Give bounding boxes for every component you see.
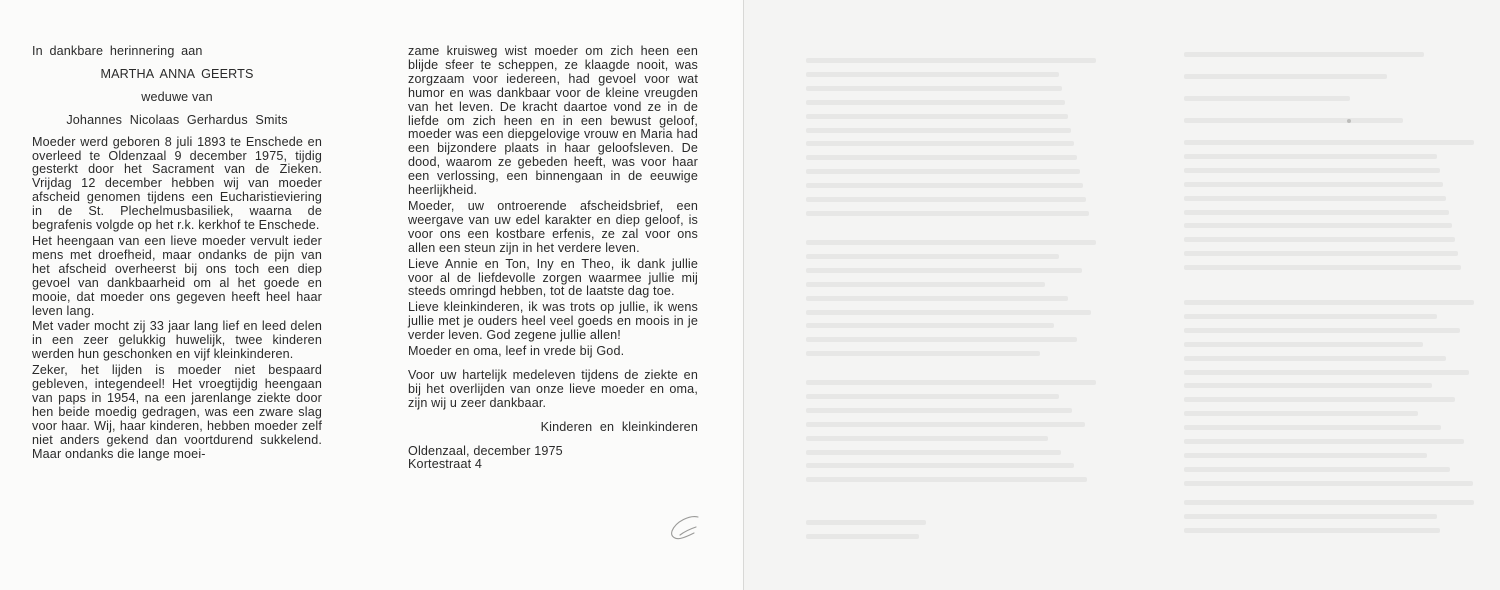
showthrough-line	[1184, 528, 1440, 533]
showthrough-line	[1184, 342, 1423, 347]
showthrough-line	[806, 408, 1072, 413]
speck	[1347, 119, 1351, 123]
pencil-mark-icon	[668, 513, 702, 543]
showthrough-line	[1184, 383, 1432, 388]
showthrough-line	[806, 323, 1054, 328]
paragraph: Zeker, het lijden is moeder niet bespaard gebleven, integendeel! Het vroegtijdig heengaan van paps in 1954, na een jarenlange ziekte door hen beide moedig gedragen, was een zware slag voor haar. Wij, haar kinderen, hebben moeder zelf niet anders gekend dan voortdurend sukkelend. Maar ondanks die lange moei-	[32, 363, 322, 461]
showthrough-line	[1184, 96, 1350, 101]
deceased-name: MARTHA ANNA GEERTS	[100, 66, 254, 81]
showthrough-line	[1184, 118, 1403, 123]
showthrough-line	[1184, 182, 1443, 187]
showthrough-line	[1184, 453, 1427, 458]
showthrough-line	[1184, 467, 1450, 472]
thanks-paragraph: Voor uw hartelijk medeleven tijdens de ziekte en bij het overlijden van onze lieve moeder en oma, zijn wij u zeer dankbaar.	[408, 367, 698, 410]
showthrough-line	[806, 534, 919, 539]
showthrough-line	[806, 337, 1077, 342]
showthrough-line	[1184, 265, 1461, 270]
relation-line: weduwe van	[141, 89, 213, 104]
showthrough-line	[1184, 237, 1455, 242]
showthrough-line	[806, 141, 1074, 146]
showthrough-line	[806, 296, 1068, 301]
showthrough-line	[806, 128, 1071, 133]
card-outer-page-showthrough	[743, 0, 1500, 590]
showthrough-line	[1184, 300, 1474, 305]
showthrough-line	[806, 477, 1087, 482]
showthrough-line	[806, 114, 1068, 119]
showthrough-line	[1184, 314, 1437, 319]
showthrough-line	[806, 197, 1086, 202]
showthrough-line	[806, 183, 1083, 188]
paragraph: zame kruisweg wist moeder om zich heen een blijde sfeer te scheppen, ze klaagde nooit, was zorgzaam voor iedereen, had gevoel voor wat humor en was dankbaar voor de kleine vreugden van het leven. De kracht daartoe vond ze in de liefde om zich heen en in een bewust geloof, moeder was een diepgelovige vrouw en Maria had een bijzondere plaats in haar geloofsleven. De dood, waarom ze gebeden heeft, was voor haar een verlossing, een binnengaan in de eeuwige heerlijkheid.	[408, 44, 698, 198]
showthrough-line	[806, 380, 1096, 385]
paragraph: Het heengaan van een lieve moeder vervult ieder mens met droefheid, maar ondanks de pijn van het afscheid overheerst bij ons toch een diep gevoel van dankbaarheid om al het goede en mooie, dat moeder ons gegeven heeft heel haar leven lang.	[32, 233, 322, 318]
paragraph: Lieve Annie en Ton, Iny en Theo, ik dank jullie voor al de liefdevolle zorgen waarmee jullie mij steeds omringd hebben, tot de laatste dag toe.	[408, 256, 698, 299]
place-date: Oldenzaal, december 1975	[408, 443, 563, 458]
intro-line: In dankbare herinnering aan	[32, 44, 203, 58]
showthrough-line	[806, 351, 1040, 356]
showthrough-line	[1184, 500, 1474, 505]
showthrough-line	[1184, 370, 1469, 375]
showthrough-line	[806, 72, 1059, 77]
showthrough-line	[1184, 154, 1437, 159]
showthrough-line	[806, 155, 1077, 160]
showthrough-line	[806, 86, 1062, 91]
showthrough-line	[806, 450, 1061, 455]
showthrough-line	[806, 282, 1045, 287]
showthrough-line	[806, 254, 1059, 259]
husband-name: Johannes Nicolaas Gerhardus Smits	[66, 112, 288, 127]
showthrough-line	[1184, 196, 1446, 201]
showthrough-line	[1184, 411, 1418, 416]
showthrough-line	[1184, 74, 1387, 79]
showthrough-line	[806, 240, 1096, 245]
showthrough-line	[1184, 439, 1464, 444]
showthrough-line	[806, 310, 1091, 315]
paragraph: Moeder en oma, leef in vrede bij God.	[408, 344, 625, 359]
showthrough-line	[806, 394, 1059, 399]
text-column-left	[32, 45, 322, 463]
showthrough-line	[1184, 140, 1474, 145]
showthrough-line	[1184, 251, 1458, 256]
paragraph: Lieve kleinkinderen, ik was trots op jullie, ik wens jullie met je ouders heel veel goeds en moois in je verder leven. God zegene jullie allen!	[408, 300, 698, 343]
showthrough-line	[1184, 168, 1440, 173]
showthrough-line	[1184, 397, 1455, 402]
showthrough-line	[806, 463, 1074, 468]
showthrough-line	[1184, 210, 1449, 215]
showthrough-line	[1184, 328, 1460, 333]
paragraph: Met vader mocht zij 33 jaar lang lief en leed delen in een zeer gelukkig huwelijk, twee kinderen werden hun geschonken en vijf kleinkinderen.	[32, 319, 322, 362]
signature-line: Kinderen en kleinkinderen	[540, 419, 698, 434]
showthrough-line	[806, 520, 926, 525]
showthrough-line	[1184, 356, 1446, 361]
paragraph: Moeder werd geboren 8 juli 1893 te Enschede en overleed te Oldenzaal 9 december 1975, tijdig gesterkt door het Sacrament van de Zieken. Vrijdag 12 december hebben wij van moeder afscheid genomen tijdens een Eucharistieviering in de St. Plechelmusbasiliek, waarna de begrafenis volgde op het r.k. kerkhof te Enschede.	[32, 134, 322, 233]
showthrough-line	[806, 169, 1080, 174]
showthrough-line	[1184, 425, 1441, 430]
text-column-right	[408, 45, 698, 472]
paragraph: Moeder, uw ontroerende afscheidsbrief, een weergave van uw edel karakter en diep geloof, is voor ons een kostbare erfenis, ze zal voor ons allen een steun zijn in het verdere leven.	[408, 198, 698, 255]
showthrough-line	[1184, 481, 1473, 486]
showthrough-line	[806, 58, 1096, 63]
showthrough-line	[1184, 223, 1452, 228]
showthrough-line	[806, 211, 1089, 216]
card-inner-page	[0, 0, 743, 590]
showthrough-line	[1184, 514, 1437, 519]
address-line: Kortestraat 4	[408, 457, 483, 472]
showthrough-line	[806, 100, 1065, 105]
showthrough-line	[806, 422, 1085, 427]
showthrough-line	[806, 268, 1082, 273]
showthrough-line	[806, 436, 1048, 441]
showthrough-line	[1184, 52, 1424, 57]
